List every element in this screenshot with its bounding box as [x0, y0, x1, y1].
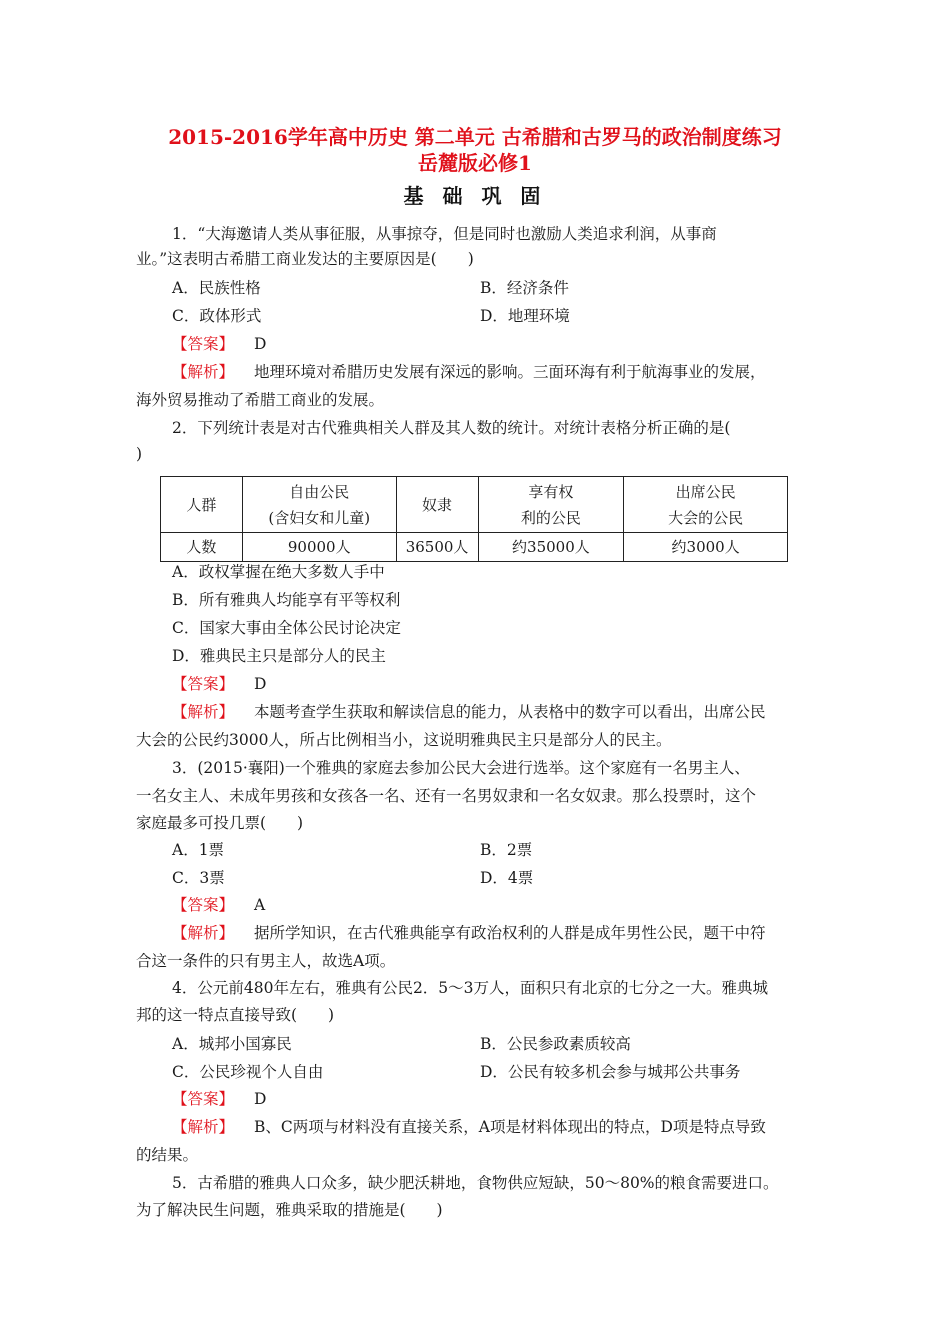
q2-stem-line2: ): [136, 445, 143, 463]
section-heading: 基 础 巩 固: [403, 184, 547, 208]
table-header-slaves: 奴隶: [396, 477, 478, 533]
q1-answer-row: [172, 334, 266, 354]
q1-option-c: C．政体形式: [172, 307, 262, 325]
q3-analysis-line1: 【解析】 据所学知识，在古代雅典能享有政治权利的人群是成年男性公民，题干中符: [172, 924, 766, 942]
q4-option-b: B．公民参政素质较高: [480, 1035, 631, 1053]
q3-stem-line2: 一名女主人、未成年男孩和女孩各一名、还有一名男奴隶和一名女奴隶。那么投票时，这个: [136, 787, 757, 805]
analysis-label: 【解析】: [172, 924, 235, 942]
q1-answer-value: D: [254, 335, 267, 353]
table-cell-slaves: 36500人: [396, 533, 478, 562]
q4-option-a: A．城邦小国寡民: [172, 1035, 292, 1053]
q3-option-d: D．4票: [480, 869, 534, 887]
document-title-line1: 2015-2016学年高中历史 第二单元 古希腊和古罗马的政治制度练习: [168, 125, 782, 149]
table-header-group: 人群: [161, 477, 243, 533]
q4-option-d: D．公民有较多机会参与城邦公共事务: [480, 1063, 741, 1081]
q4-answer-row: [172, 1089, 266, 1109]
table-header-assembly-citizens: 出席公民 大会的公民: [624, 477, 788, 533]
q2-stem-line1: 2．下列统计表是对古代雅典相关人群及其人数的统计。对统计表格分析正确的是(: [172, 419, 731, 437]
analysis-label: 【解析】: [172, 363, 235, 381]
q4-answer-value: D: [254, 1090, 267, 1108]
table-row: [161, 533, 788, 562]
q5-stem-line1: 5．古希腊的雅典人口众多，缺少肥沃耕地，食物供应短缺，50～80%的粮食需要进口。: [172, 1174, 779, 1192]
q3-analysis-line2: 合这一条件的只有男主人，故选A项。: [136, 952, 396, 970]
q3-stem-line3: 家庭最多可投几票( ): [136, 814, 304, 832]
q3-answer-row: [172, 895, 265, 915]
analysis-label: 【解析】: [172, 703, 235, 721]
q1-option-b: B．经济条件: [480, 279, 569, 297]
q1-stem-line1: 1．“大海邀请人类从事征服，从事掠夺，但是同时也激励人类追求利润，从事商: [172, 225, 717, 243]
q2-option-d: D．雅典民主只是部分人的民主: [172, 647, 386, 665]
q4-stem-line1: 4．公元前480年左右，雅典有公民2．5～3万人，面积只有北京的七分之一大。雅典城: [172, 979, 769, 997]
q2-option-a: A．政权掌握在绝大多数人手中: [172, 563, 385, 581]
answer-label: 【答案】: [172, 675, 235, 693]
table-header-rights-citizens: 享有权 利的公民: [478, 477, 624, 533]
q1-stem-line2: 业。”这表明古希腊工商业发达的主要原因是( ): [136, 250, 474, 268]
q2-answer-value: D: [254, 675, 267, 693]
answer-label: 【答案】: [172, 896, 235, 914]
q3-option-c: C．3票: [172, 869, 225, 887]
q3-stem-line1: 3．(2015·襄阳)一个雅典的家庭去参加公民大会进行选举。这个家庭有一名男主人、: [172, 759, 750, 777]
q5-stem-line2: 为了解决民生问题，雅典采取的措施是( ): [136, 1201, 443, 1219]
analysis-label: 【解析】: [172, 1118, 235, 1136]
q1-option-d: D．地理环境: [480, 307, 570, 325]
q1-analysis-line2: 海外贸易推动了希腊工商业的发展。: [136, 391, 385, 409]
table-cell-assembly: 约3000人: [624, 533, 788, 562]
q4-stem-line2: 邦的这一特点直接导致( ): [136, 1006, 335, 1024]
statistics-table: [160, 476, 788, 562]
q2-analysis-line1: 【解析】 本题考查学生获取和解读信息的能力，从表格中的数字可以看出，出席公民: [172, 703, 766, 721]
document-title-line2: 岳麓版必修1: [418, 151, 532, 175]
q1-option-a: A．民族性格: [172, 279, 261, 297]
q2-analysis-line2: 大会的公民约3000人，所占比例相当小，这说明雅典民主只是部分人的民主。: [136, 731, 672, 749]
table-cell-free: 90000人: [242, 533, 396, 562]
q4-analysis-line2: 的结果。: [136, 1146, 199, 1164]
table-header-row: [161, 477, 788, 533]
answer-label: 【答案】: [172, 1090, 235, 1108]
table-cell-label: 人数: [161, 533, 243, 562]
q2-option-b: B．所有雅典人均能享有平等权利: [172, 591, 401, 609]
q3-option-b: B．2票: [480, 841, 533, 859]
answer-label: 【答案】: [172, 335, 235, 353]
table-cell-rights: 约35000人: [478, 533, 624, 562]
q2-answer-row: [172, 674, 266, 694]
q2-option-c: C．国家大事由全体公民讨论决定: [172, 619, 401, 637]
table-header-free-citizens: 自由公民 (含妇女和儿童): [242, 477, 396, 533]
q3-answer-value: A: [254, 896, 266, 914]
q4-analysis-line1: 【解析】 B、C两项与材料没有直接关系，A项是材料体现出的特点，D项是特点导致: [172, 1118, 766, 1136]
q1-analysis-line1: 【解析】 地理环境对希腊历史发展有深远的影响。三面环海有利于航海事业的发展，: [172, 363, 766, 381]
q4-option-c: C．公民珍视个人自由: [172, 1063, 324, 1081]
q3-option-a: A．1票: [172, 841, 225, 859]
